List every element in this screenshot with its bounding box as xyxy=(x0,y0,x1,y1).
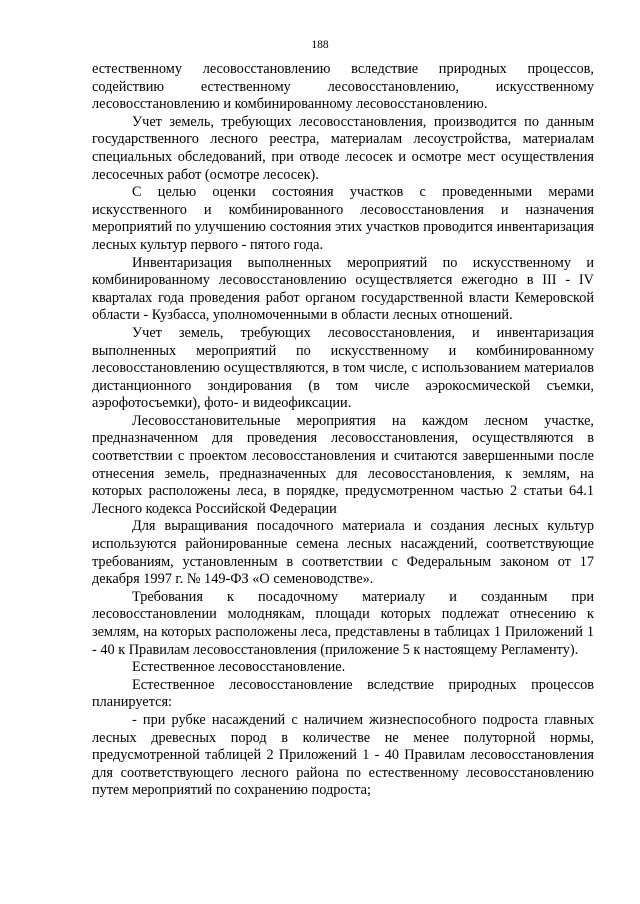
page-number: 188 xyxy=(311,39,329,51)
paragraph-planting-requirements: Требования к посадочному материалу и созданным при лесовосстановлении молоднякам, площади которых подлежат отнесению к землям, на которых расположены леса, представлены в таблицах 1 Приложений 1 - 40 к Правилам лесовосстановления (приложение 5 к настоящему Регламенту). xyxy=(92,588,594,658)
paragraph-land-accounting: Учет земель, требующих лесовосстановления, производится по данным государственного лесного реестра, материалам лесоустройства, материалам специальных обследований, при отводе лесосек и осмотре мест осуществления лесосечных работ (осмотре лесосек). xyxy=(92,113,594,183)
paragraph-continuation: естественному лесовосстановлению вследствие природных процессов, содействию естественному лесовосстановлению, искусственному лесовосстановлению и комбинированному лесовосстановлению. xyxy=(92,61,594,113)
paragraph-reforestation-measures: Лесовосстановительные мероприятия на каждом лесном участке, предназначенном для проведения лесовосстановления, осуществляются в соответствии с проектом лесовосстановления и считаются завершенными после отнесения земель, предназначенных для лесовосстановления, к землям, на которых расположены леса, в порядке, предусмотренном частью 2 статьи 64.1 Лесного кодекса Российской Федерации xyxy=(92,412,594,517)
paragraph-natural-planned: Естественное лесовосстановление вследствие природных процессов планируется: xyxy=(92,676,594,711)
body-text xyxy=(92,61,594,800)
paragraph-natural-heading: Естественное лесовосстановление. xyxy=(132,659,346,676)
paragraph-seeds: Для выращивания посадочного материала и создания лесных культур используются районированные семена лесных насаждений, соответствующие требованиям, установленным в соответствии с Федеральным законом от 17 декабря 1997 г. № 149-ФЗ «О семеноводстве». xyxy=(92,518,594,588)
paragraph-inventory: Инвентаризация выполненных мероприятий по искусственному и комбинированному лесовосстановлению осуществляется ежегодно в III - IV кварталах года проведения работ органом государственной власти Кемеровской области - Кузбасса, уполномоченными в области лесных отношений. xyxy=(92,254,594,324)
paragraph-assessment-purpose: С целью оценки состояния участков с проведенными мерами искусственного и комбинированного лесовосстановления и назначения мероприятий по улучшению состояния этих участков проводится инвентаризация лесных культур первого - пятого года. xyxy=(92,184,594,253)
paragraph-remote-sensing: Учет земель, требующих лесовосстановления, и инвентаризация выполненных мероприятий по искусственному и комбинированному лесовосстановлению осуществляются, в том числе, с использованием материалов дистанционного зондирования (в том числе аэрокосмической съемки, аэрофотосъемки), фото- и видеофиксации. xyxy=(92,324,594,412)
list-item-undergrowth: - при рубке насаждений с наличием жизнеспособного подроста главных лесных древесных пород в количестве не менее полуторной нормы, предусмотренной таблицей 2 Приложений 1 - 40 Правилам лесовосстановления для соответствующего лесного района по естественному лесовосстановлению путем мероприятий по сохранению подроста; xyxy=(92,711,594,799)
